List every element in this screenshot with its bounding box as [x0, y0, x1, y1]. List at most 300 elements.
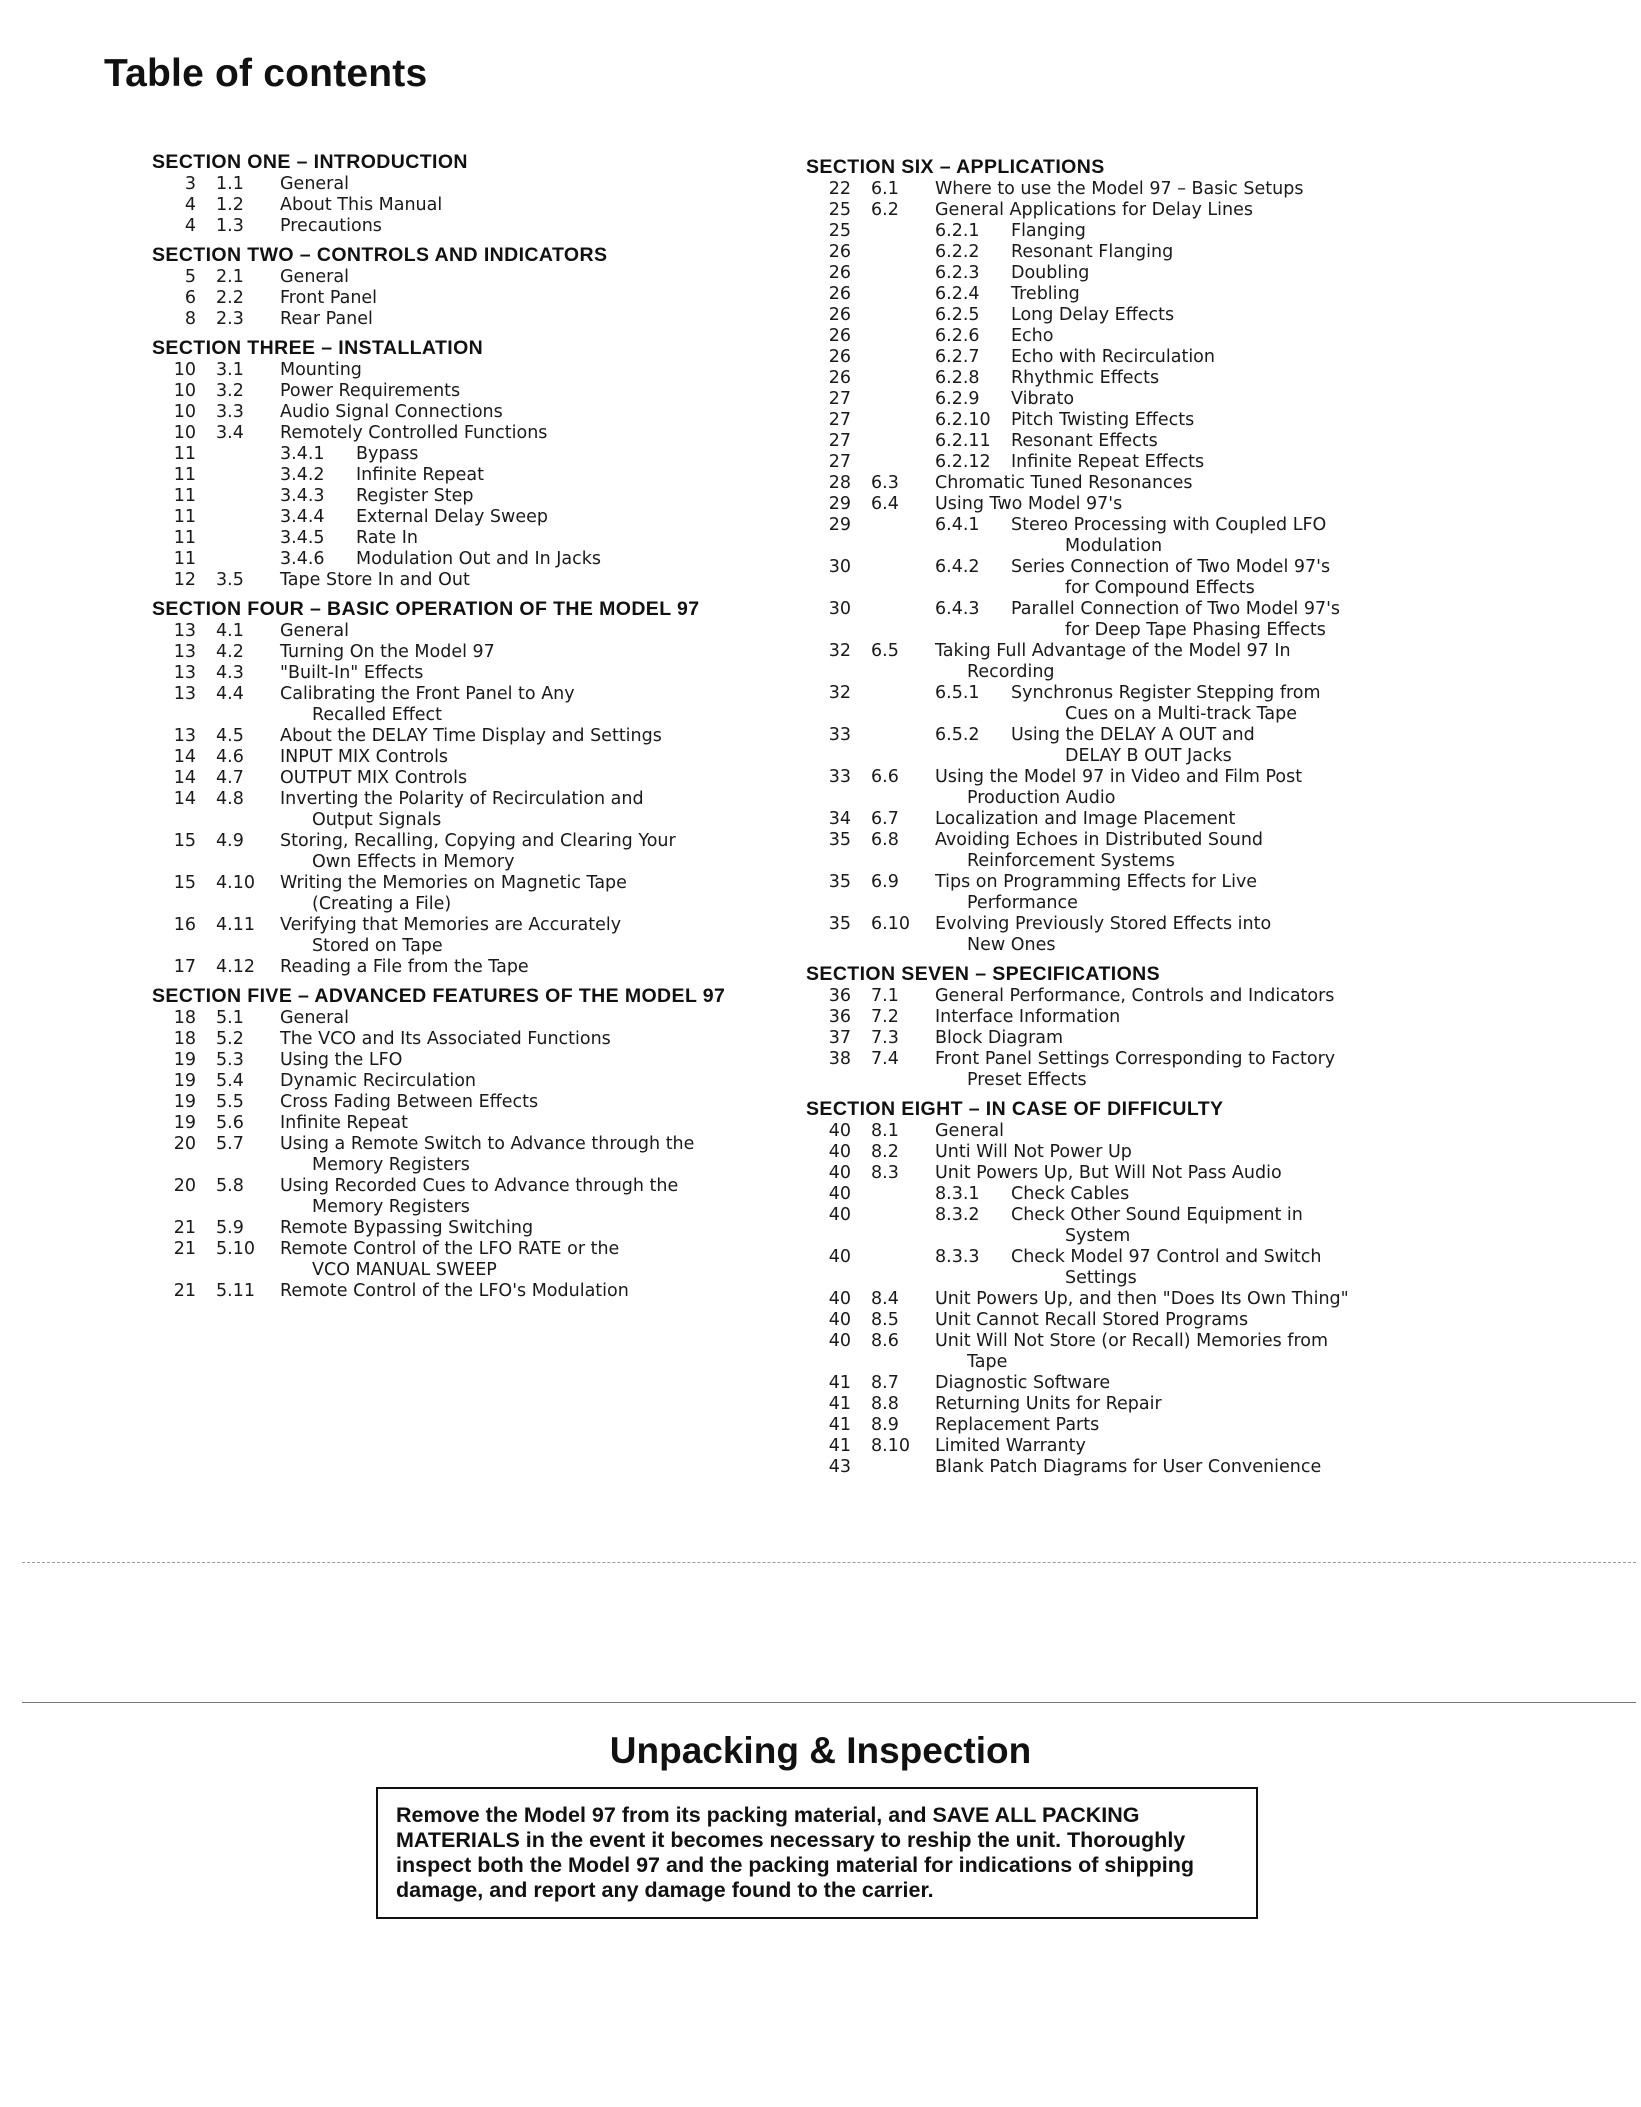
entry-title: Synchronus Register Stepping from	[1011, 683, 1321, 703]
page-number: 30	[828, 557, 851, 577]
entry-title-continuation: for Compound Effects	[1065, 578, 1255, 598]
entry-title-continuation: Reinforcement Systems	[967, 851, 1175, 871]
toc-entry-continuation	[806, 536, 1446, 557]
entry-title: Localization and Image Placement	[935, 809, 1236, 829]
section-number: 8.3.2	[935, 1205, 980, 1225]
toc-entry[interactable]	[152, 1134, 792, 1155]
page-number: 33	[828, 767, 851, 787]
entry-title: Calibrating the Front Panel to Any	[280, 684, 575, 704]
toc-entry-continuation	[806, 746, 1446, 767]
section-number: 3.5	[216, 570, 244, 590]
toc-entry[interactable]	[806, 1394, 1446, 1415]
divider-rule	[22, 1702, 1636, 1703]
toc-entry[interactable]	[806, 1373, 1446, 1394]
page-number: 30	[828, 599, 851, 619]
toc-left-column	[152, 150, 792, 1308]
entry-title: Tips on Programming Effects for Live	[935, 872, 1258, 892]
entry-title: Rate In	[356, 528, 418, 548]
entry-title: External Delay Sweep	[356, 507, 548, 527]
entry-title: Rhythmic Effects	[1011, 368, 1160, 388]
entry-title: Chromatic Tuned Resonances	[935, 473, 1193, 493]
entry-title: Stereo Processing with Coupled LFO	[1011, 515, 1327, 535]
section-number: 7.1	[871, 986, 899, 1006]
page-number: 11	[173, 507, 196, 527]
page-number: 27	[828, 431, 851, 451]
page-number: 22	[828, 179, 851, 199]
page-number: 12	[173, 570, 196, 590]
section-number: 5.2	[216, 1029, 244, 1049]
entry-title: Using the LFO	[280, 1050, 403, 1070]
toc-entry[interactable]	[152, 663, 792, 684]
entry-title: Turning On the Model 97	[280, 642, 495, 662]
entry-title: Evolving Previously Stored Effects into	[935, 914, 1272, 934]
toc-entry[interactable]	[152, 570, 792, 591]
entry-title: Tape Store In and Out	[280, 570, 470, 590]
entry-title: General	[280, 174, 349, 194]
toc-section	[806, 155, 1446, 956]
toc-entry[interactable]	[806, 284, 1446, 305]
entry-title-continuation: Recording	[967, 662, 1055, 682]
entry-title: Replacement Parts	[935, 1415, 1100, 1435]
section-number: 5.4	[216, 1071, 244, 1091]
toc-entry[interactable]	[152, 1113, 792, 1134]
section-number: 3.4.3	[280, 486, 325, 506]
entry-title: Trebling	[1011, 284, 1080, 304]
toc-entry[interactable]	[152, 684, 792, 705]
unpacking-notice-box	[376, 1787, 1258, 1919]
toc-entry[interactable]	[152, 216, 792, 237]
toc-entry[interactable]	[806, 1121, 1446, 1142]
page-number: 4	[184, 195, 196, 215]
page-number: 26	[828, 242, 851, 262]
toc-entry[interactable]	[152, 174, 792, 195]
page-number: 27	[828, 389, 851, 409]
entry-title: About This Manual	[280, 195, 443, 215]
toc-entry[interactable]	[806, 410, 1446, 431]
page-number: 5	[184, 267, 196, 287]
page-title: Table of contents	[104, 52, 428, 95]
page-number: 26	[828, 305, 851, 325]
entry-title: Using the DELAY A OUT and	[1011, 725, 1255, 745]
page-number: 40	[828, 1184, 851, 1204]
toc-entry-continuation	[806, 1070, 1446, 1091]
entry-title: Check Cables	[1011, 1184, 1130, 1204]
entry-title: Interface Information	[935, 1007, 1121, 1027]
toc-entry[interactable]	[806, 1028, 1446, 1049]
entry-title: Bypass	[356, 444, 419, 464]
section-number: 2.1	[216, 267, 244, 287]
entry-title: Remotely Controlled Functions	[280, 423, 548, 443]
page-number: 8	[184, 309, 196, 329]
page-number: 13	[173, 621, 196, 641]
toc-entry[interactable]	[806, 914, 1446, 935]
section-number: 6.4.3	[935, 599, 980, 619]
page-number: 20	[173, 1176, 196, 1196]
page-number: 21	[173, 1239, 196, 1259]
section-number: 7.2	[871, 1007, 899, 1027]
toc-entry[interactable]	[152, 1092, 792, 1113]
entry-title: General	[280, 267, 349, 287]
section-number: 6.2.5	[935, 305, 980, 325]
toc-entry[interactable]	[806, 1415, 1446, 1436]
entry-title: Avoiding Echoes in Distributed Sound	[935, 830, 1264, 850]
page-number: 19	[173, 1050, 196, 1070]
toc-entry[interactable]	[806, 1436, 1446, 1457]
entry-title: Limited Warranty	[935, 1436, 1086, 1456]
entry-title: Cross Fading Between Effects	[280, 1092, 539, 1112]
entry-title: Check Other Sound Equipment in	[1011, 1205, 1303, 1225]
toc-entry[interactable]	[152, 768, 792, 789]
toc-entry-continuation	[806, 1352, 1446, 1373]
toc-entry[interactable]	[806, 515, 1446, 536]
entry-title: OUTPUT MIX Controls	[280, 768, 468, 788]
page-number: 15	[173, 873, 196, 893]
entry-title: General	[280, 621, 349, 641]
toc-entry[interactable]	[152, 381, 792, 402]
section-number: 5.1	[216, 1008, 244, 1028]
section-number: 8.3	[871, 1163, 899, 1183]
section-number: 1.3	[216, 216, 244, 236]
section-number: 4.6	[216, 747, 244, 767]
section-number: 3.4.1	[280, 444, 325, 464]
toc-entry[interactable]	[806, 1310, 1446, 1331]
entry-title: Rear Panel	[280, 309, 373, 329]
entry-title: Blank Patch Diagrams for User Convenience	[935, 1457, 1322, 1477]
toc-entry[interactable]	[806, 179, 1446, 200]
toc-entry-continuation	[806, 704, 1446, 725]
entry-title-continuation: Preset Effects	[967, 1070, 1087, 1090]
entry-title: Reading a File from the Tape	[280, 957, 529, 977]
page-number: 38	[828, 1049, 851, 1069]
entry-title: Pitch Twisting Effects	[1011, 410, 1195, 430]
entry-title: Using a Remote Switch to Advance through the	[280, 1134, 695, 1154]
page-number: 4	[184, 216, 196, 236]
toc-entry[interactable]	[806, 1205, 1446, 1226]
toc-entry[interactable]	[152, 1029, 792, 1050]
entry-title: Remote Control of the LFO RATE or the	[280, 1239, 620, 1259]
toc-section	[806, 962, 1446, 1091]
page-number: 26	[828, 368, 851, 388]
entry-title: Vibrato	[1011, 389, 1075, 409]
page-number: 41	[828, 1373, 851, 1393]
section-number: 4.7	[216, 768, 244, 788]
toc-entry[interactable]	[152, 1071, 792, 1092]
toc-entry[interactable]	[152, 486, 792, 507]
toc-entry[interactable]	[152, 195, 792, 216]
toc-entry-continuation	[806, 620, 1446, 641]
toc-entry[interactable]	[152, 1176, 792, 1197]
toc-entry[interactable]	[152, 1218, 792, 1239]
toc-entry[interactable]	[806, 452, 1446, 473]
toc-entry[interactable]	[806, 389, 1446, 410]
toc-entry[interactable]	[806, 1331, 1446, 1352]
entry-title: Front Panel Settings Corresponding to Factory	[935, 1049, 1336, 1069]
toc-entry[interactable]	[806, 326, 1446, 347]
page-number: 40	[828, 1163, 851, 1183]
section-number: 6.4	[871, 494, 899, 514]
entry-title: Inverting the Polarity of Recirculation and	[280, 789, 644, 809]
page-number: 21	[173, 1281, 196, 1301]
section-number: 8.3.3	[935, 1247, 980, 1267]
toc-entry[interactable]	[152, 957, 792, 978]
toc-entry[interactable]	[152, 507, 792, 528]
entry-title: Echo	[1011, 326, 1054, 346]
toc-entry-continuation	[806, 1226, 1446, 1247]
toc-entry[interactable]	[806, 809, 1446, 830]
section-number: 6.4.1	[935, 515, 980, 535]
entry-title: Block Diagram	[935, 1028, 1064, 1048]
page-number: 40	[828, 1289, 851, 1309]
toc-entry[interactable]	[806, 872, 1446, 893]
page-number: 19	[173, 1113, 196, 1133]
toc-entry[interactable]	[152, 831, 792, 852]
page-number: 27	[828, 410, 851, 430]
section-number: 5.6	[216, 1113, 244, 1133]
section-number: 1.2	[216, 195, 244, 215]
toc-entry[interactable]	[152, 642, 792, 663]
section-number: 6.5.2	[935, 725, 980, 745]
toc-section	[152, 984, 792, 1302]
toc-section	[152, 336, 792, 591]
toc-entry-continuation	[152, 810, 792, 831]
entry-title: "Built-In" Effects	[280, 663, 424, 683]
page-number: 40	[828, 1310, 851, 1330]
toc-entry[interactable]	[806, 767, 1446, 788]
entry-title: About the DELAY Time Display and Settings	[280, 726, 662, 746]
section-number: 6.2.12	[935, 452, 991, 472]
entry-title: Audio Signal Connections	[280, 402, 503, 422]
toc-entry[interactable]	[152, 726, 792, 747]
section-heading: SECTION ONE – INTRODUCTION	[152, 151, 468, 173]
toc-entry[interactable]	[152, 465, 792, 486]
toc-entry[interactable]	[806, 1007, 1446, 1028]
entry-title: The VCO and Its Associated Functions	[280, 1029, 611, 1049]
page-number: 34	[828, 809, 851, 829]
page-number: 25	[828, 221, 851, 241]
entry-title: Unit Will Not Store (or Recall) Memories from	[935, 1331, 1329, 1351]
section-number: 4.8	[216, 789, 244, 809]
entry-title: Series Connection of Two Model 97's	[1011, 557, 1331, 577]
toc-entry[interactable]	[152, 747, 792, 768]
toc-entry[interactable]	[152, 528, 792, 549]
section-number: 6.8	[871, 830, 899, 850]
page-number: 41	[828, 1436, 851, 1456]
toc-entry[interactable]	[806, 1049, 1446, 1070]
toc-entry[interactable]	[806, 1163, 1446, 1184]
page-number: 11	[173, 486, 196, 506]
page-number: 35	[828, 872, 851, 892]
page-number: 40	[828, 1205, 851, 1225]
section-number: 6.6	[871, 767, 899, 787]
section-number: 4.2	[216, 642, 244, 662]
section-number: 4.4	[216, 684, 244, 704]
page-number: 32	[828, 641, 851, 661]
toc-entry[interactable]	[152, 1008, 792, 1029]
toc-entry[interactable]	[152, 267, 792, 288]
toc-entry[interactable]	[152, 789, 792, 810]
toc-entry[interactable]	[806, 1247, 1446, 1268]
toc-section	[152, 150, 792, 237]
entry-title: Storing, Recalling, Copying and Clearing Your	[280, 831, 676, 851]
toc-entry[interactable]	[806, 986, 1446, 1007]
toc-entry[interactable]	[806, 305, 1446, 326]
section-number: 8.10	[871, 1436, 910, 1456]
toc-entry[interactable]	[152, 915, 792, 936]
toc-entry[interactable]	[806, 557, 1446, 578]
entry-title-continuation: DELAY B OUT Jacks	[1065, 746, 1232, 766]
page-number: 35	[828, 830, 851, 850]
toc-entry[interactable]	[152, 549, 792, 570]
toc-entry[interactable]	[152, 309, 792, 330]
entry-title: Unit Powers Up, But Will Not Pass Audio	[935, 1163, 1282, 1183]
entry-title: Diagnostic Software	[935, 1373, 1111, 1393]
toc-entry[interactable]	[806, 1184, 1446, 1205]
section-number: 5.3	[216, 1050, 244, 1070]
toc-entry[interactable]	[806, 1289, 1446, 1310]
page-number: 40	[828, 1142, 851, 1162]
entry-title: Unti Will Not Power Up	[935, 1142, 1132, 1162]
toc-entry[interactable]	[806, 1457, 1446, 1478]
section-number: 6.5.1	[935, 683, 980, 703]
toc-entry[interactable]	[806, 473, 1446, 494]
section-number: 6.2.11	[935, 431, 991, 451]
section-number: 3.1	[216, 360, 244, 380]
entry-title-continuation: Memory Registers	[312, 1155, 470, 1175]
entry-title: Front Panel	[280, 288, 378, 308]
page-number: 3	[184, 174, 196, 194]
toc-entry[interactable]	[152, 1239, 792, 1260]
toc-entry[interactable]	[806, 1142, 1446, 1163]
page-number: 11	[173, 465, 196, 485]
page-number: 14	[173, 789, 196, 809]
toc-section	[152, 597, 792, 978]
toc-entry[interactable]	[152, 873, 792, 894]
entry-title: Infinite Repeat Effects	[1011, 452, 1205, 472]
toc-entry-continuation	[806, 893, 1446, 914]
toc-section	[152, 243, 792, 330]
entry-title-continuation: Output Signals	[312, 810, 442, 830]
page-number: 18	[173, 1008, 196, 1028]
toc-entry[interactable]	[806, 347, 1446, 368]
page-number: 17	[173, 957, 196, 977]
toc-entry[interactable]	[806, 221, 1446, 242]
toc-entry[interactable]	[806, 830, 1446, 851]
page-number: 13	[173, 726, 196, 746]
toc-entry[interactable]	[152, 423, 792, 444]
toc-entry[interactable]	[806, 200, 1446, 221]
page-number: 13	[173, 684, 196, 704]
section-number: 6.2.1	[935, 221, 980, 241]
section-number: 6.7	[871, 809, 899, 829]
section-number: 4.1	[216, 621, 244, 641]
section-number: 3.2	[216, 381, 244, 401]
section-number: 6.1	[871, 179, 899, 199]
toc-entry[interactable]	[152, 444, 792, 465]
section-heading: SECTION THREE – INSTALLATION	[152, 337, 484, 359]
page-number: 11	[173, 444, 196, 464]
entry-title-continuation: Production Audio	[967, 788, 1116, 808]
toc-entry[interactable]	[806, 599, 1446, 620]
unpacking-title: Unpacking & Inspection	[609, 1730, 1032, 1771]
entry-title: Parallel Connection of Two Model 97's	[1011, 599, 1341, 619]
section-number: 5.11	[216, 1281, 255, 1301]
page-number: 41	[828, 1415, 851, 1435]
toc-entry[interactable]	[806, 368, 1446, 389]
toc-entry[interactable]	[152, 1281, 792, 1302]
section-number: 3.4.6	[280, 549, 325, 569]
entry-title: Precautions	[280, 216, 382, 236]
section-number: 3.4.5	[280, 528, 325, 548]
toc-entry[interactable]	[152, 402, 792, 423]
entry-title: Unit Cannot Recall Stored Programs	[935, 1310, 1249, 1330]
page-number: 19	[173, 1071, 196, 1091]
page-number: 11	[173, 549, 196, 569]
section-number: 4.10	[216, 873, 255, 893]
page-number: 19	[173, 1092, 196, 1112]
toc-entry[interactable]	[806, 494, 1446, 515]
section-number: 6.2.2	[935, 242, 980, 262]
section-number: 8.7	[871, 1373, 899, 1393]
entry-title: Remote Bypassing Switching	[280, 1218, 534, 1238]
toc-entry[interactable]	[152, 1050, 792, 1071]
section-heading: SECTION SEVEN – SPECIFICATIONS	[806, 963, 1161, 985]
toc-entry[interactable]	[152, 360, 792, 381]
page-number: 41	[828, 1394, 851, 1414]
entry-title: General	[280, 1008, 349, 1028]
page-number: 18	[173, 1029, 196, 1049]
toc-entry-continuation	[152, 852, 792, 873]
toc-entry[interactable]	[806, 242, 1446, 263]
section-number: 6.2.3	[935, 263, 980, 283]
page-number: 33	[828, 725, 851, 745]
page-number: 43	[828, 1457, 851, 1477]
page-number: 11	[173, 528, 196, 548]
section-number: 6.2.9	[935, 389, 980, 409]
section-number: 4.9	[216, 831, 244, 851]
page-number: 40	[828, 1121, 851, 1141]
entry-title: Mounting	[280, 360, 362, 380]
page-number: 26	[828, 263, 851, 283]
toc-entry[interactable]	[806, 725, 1446, 746]
section-number: 5.5	[216, 1092, 244, 1112]
entry-title: Resonant Effects	[1011, 431, 1158, 451]
entry-title: Power Requirements	[280, 381, 461, 401]
toc-entry[interactable]	[806, 263, 1446, 284]
page-number: 20	[173, 1134, 196, 1154]
toc-entry-continuation	[152, 1155, 792, 1176]
section-number: 7.4	[871, 1049, 899, 1069]
toc-entry[interactable]	[806, 683, 1446, 704]
toc-entry[interactable]	[806, 431, 1446, 452]
page-number: 36	[828, 1007, 851, 1027]
page-number: 29	[828, 494, 851, 514]
entry-title-continuation: System	[1065, 1226, 1131, 1246]
toc-entry-continuation	[152, 1197, 792, 1218]
toc-entry[interactable]	[806, 641, 1446, 662]
section-heading: SECTION TWO – CONTROLS AND INDICATORS	[152, 244, 608, 266]
page-number: 27	[828, 452, 851, 472]
page-number: 26	[828, 326, 851, 346]
section-heading: SECTION EIGHT – IN CASE OF DIFFICULTY	[806, 1098, 1224, 1120]
page-number: 28	[828, 473, 851, 493]
section-number: 8.8	[871, 1394, 899, 1414]
toc-entry[interactable]	[152, 288, 792, 309]
section-number: 8.4	[871, 1289, 899, 1309]
toc-entry[interactable]	[152, 621, 792, 642]
entry-title: Dynamic Recirculation	[280, 1071, 476, 1091]
entry-title: Where to use the Model 97 – Basic Setups	[935, 179, 1304, 199]
entry-title-continuation: VCO MANUAL SWEEP	[312, 1260, 497, 1280]
